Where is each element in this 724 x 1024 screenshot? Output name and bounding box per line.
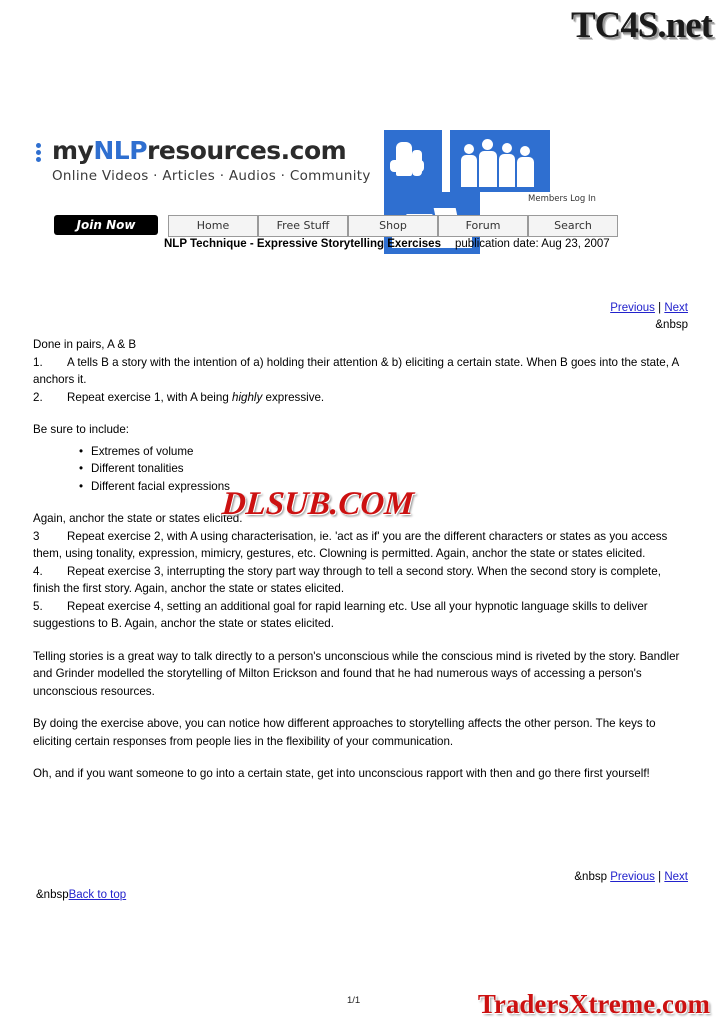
step-2: [33, 389, 688, 407]
top-pager-nbsp: &nbsp: [655, 319, 688, 331]
logo-dots-icon: [36, 141, 50, 164]
document-title-line: [36, 238, 688, 250]
paragraph-by-doing: By doing the exercise above, you can notice how different approaches to storytelling affects the other person. The keys to eliciting certain responses from people lies in the flexibility of your communication.: [33, 717, 656, 748]
logo-tagline: Online Videos · Articles · Audios · Community: [52, 168, 371, 184]
document-body: [33, 336, 688, 783]
top-pager: [610, 302, 688, 314]
back-to-top-nbsp: &nbsp: [36, 889, 69, 901]
back-to-top-link[interactable]: Back to top: [68, 889, 127, 901]
banner-people-icon: [450, 130, 550, 192]
pager-separator-top: |: [658, 302, 662, 314]
top-watermark: TC4S.net: [570, 5, 712, 46]
step-3-number: 3: [33, 529, 40, 543]
paragraph-telling-stories: Telling stories is a great way to talk directly to a person's unconscious while the conscious mind is riveted by the story. Bandler and Grinder modelled the storytelling of Milton Erickson and found that he had numerous ways of accessing a person's unconscious resources.: [33, 649, 680, 698]
bottom-pager: [574, 871, 688, 883]
nav-tab-home[interactable]: Home: [168, 215, 258, 237]
page-title: NLP Technique - Expressive Storytelling Exercises: [164, 238, 441, 250]
join-now-button[interactable]: Join Now: [54, 215, 158, 235]
next-link-bottom[interactable]: Next: [664, 871, 688, 883]
step-1-number: 1.: [33, 355, 43, 369]
previous-link-bottom[interactable]: Previous: [610, 871, 655, 883]
site-logo[interactable]: [36, 136, 376, 184]
center-watermark: DLSUB.COM: [220, 486, 415, 522]
banner-hand-icon: [384, 130, 442, 192]
step-5: [33, 598, 688, 633]
paragraph-oh-and-if: Oh, and if you want someone to go into a certain state, get into unconscious rapport with then and go there first yourself!: [33, 767, 650, 780]
step-4-number: 4.: [33, 564, 43, 578]
site-navbar: [36, 215, 636, 237]
pager-separator-bottom: |: [658, 871, 662, 883]
step-1-text: A tells B a story with the intention of a) holding their attention & b) eliciting a certain state. When B goes into the state, A anchors it.: [33, 355, 679, 386]
logo-accent: NLP: [93, 136, 148, 165]
bottom-watermark: TradersXtreme.com: [477, 989, 710, 1019]
members-login-link[interactable]: Members Log In: [528, 194, 596, 204]
include-heading: Be sure to include:: [33, 423, 130, 436]
nav-tab-forum[interactable]: Forum: [438, 215, 528, 237]
again-anchor-line: Again, anchor the state or states elicited.: [33, 512, 243, 525]
step-3-text: Repeat exercise 2, with A using characterisation, ie. 'act as if' you are the different characters or states as you access them, using tonality, expression, mimicry, gestures, etc. Clowning is permitted. Again, anchor the state or states elicited.: [33, 529, 668, 560]
list-item: • Extremes of volume: [91, 443, 688, 461]
back-to-top-row: [36, 889, 126, 901]
logo-suffix: resources.com: [147, 136, 347, 165]
step-2-emphasis: highly: [232, 390, 263, 404]
list-item: • Different facial expressions: [91, 478, 688, 496]
previous-link-top[interactable]: Previous: [610, 302, 655, 314]
step-5-number: 5.: [33, 599, 43, 613]
step-5-text: Repeat exercise 4, setting an additional goal for rapid learning etc. Use all your hypnotic language skills to deliver suggestions to B. Again, anchor the state or states elicited.: [33, 599, 648, 630]
step-4-text: Repeat exercise 3, interrupting the story part way through to tell a second story. When the second story is complete, finish the first story. Again, anchor the state or states elicited.: [33, 564, 661, 595]
step-3: [33, 528, 688, 563]
step-4: [33, 563, 688, 598]
nav-tab-shop[interactable]: Shop: [348, 215, 438, 237]
list-item: • Different tonalities: [91, 460, 688, 478]
bottom-pager-nbsp: &nbsp: [574, 871, 607, 883]
step-1: [33, 354, 688, 389]
nav-tab-free-stuff[interactable]: Free Stuff: [258, 215, 348, 237]
step-2-text-pre: Repeat exercise 1, with A being: [67, 390, 232, 404]
intro-paragraph: Done in pairs, A & B: [33, 338, 137, 351]
step-2-text-post: expressive.: [262, 390, 325, 404]
banner-image-strip: [384, 130, 646, 192]
step-2-number: 2.: [33, 390, 43, 404]
page-number: 1/1: [347, 995, 361, 1006]
nav-tab-search[interactable]: Search: [528, 215, 618, 237]
logo-prefix: my: [52, 136, 94, 165]
logo-wordmark: [36, 136, 376, 165]
publication-date: publication date: Aug 23, 2007: [454, 238, 610, 250]
next-link-top[interactable]: Next: [664, 302, 688, 314]
